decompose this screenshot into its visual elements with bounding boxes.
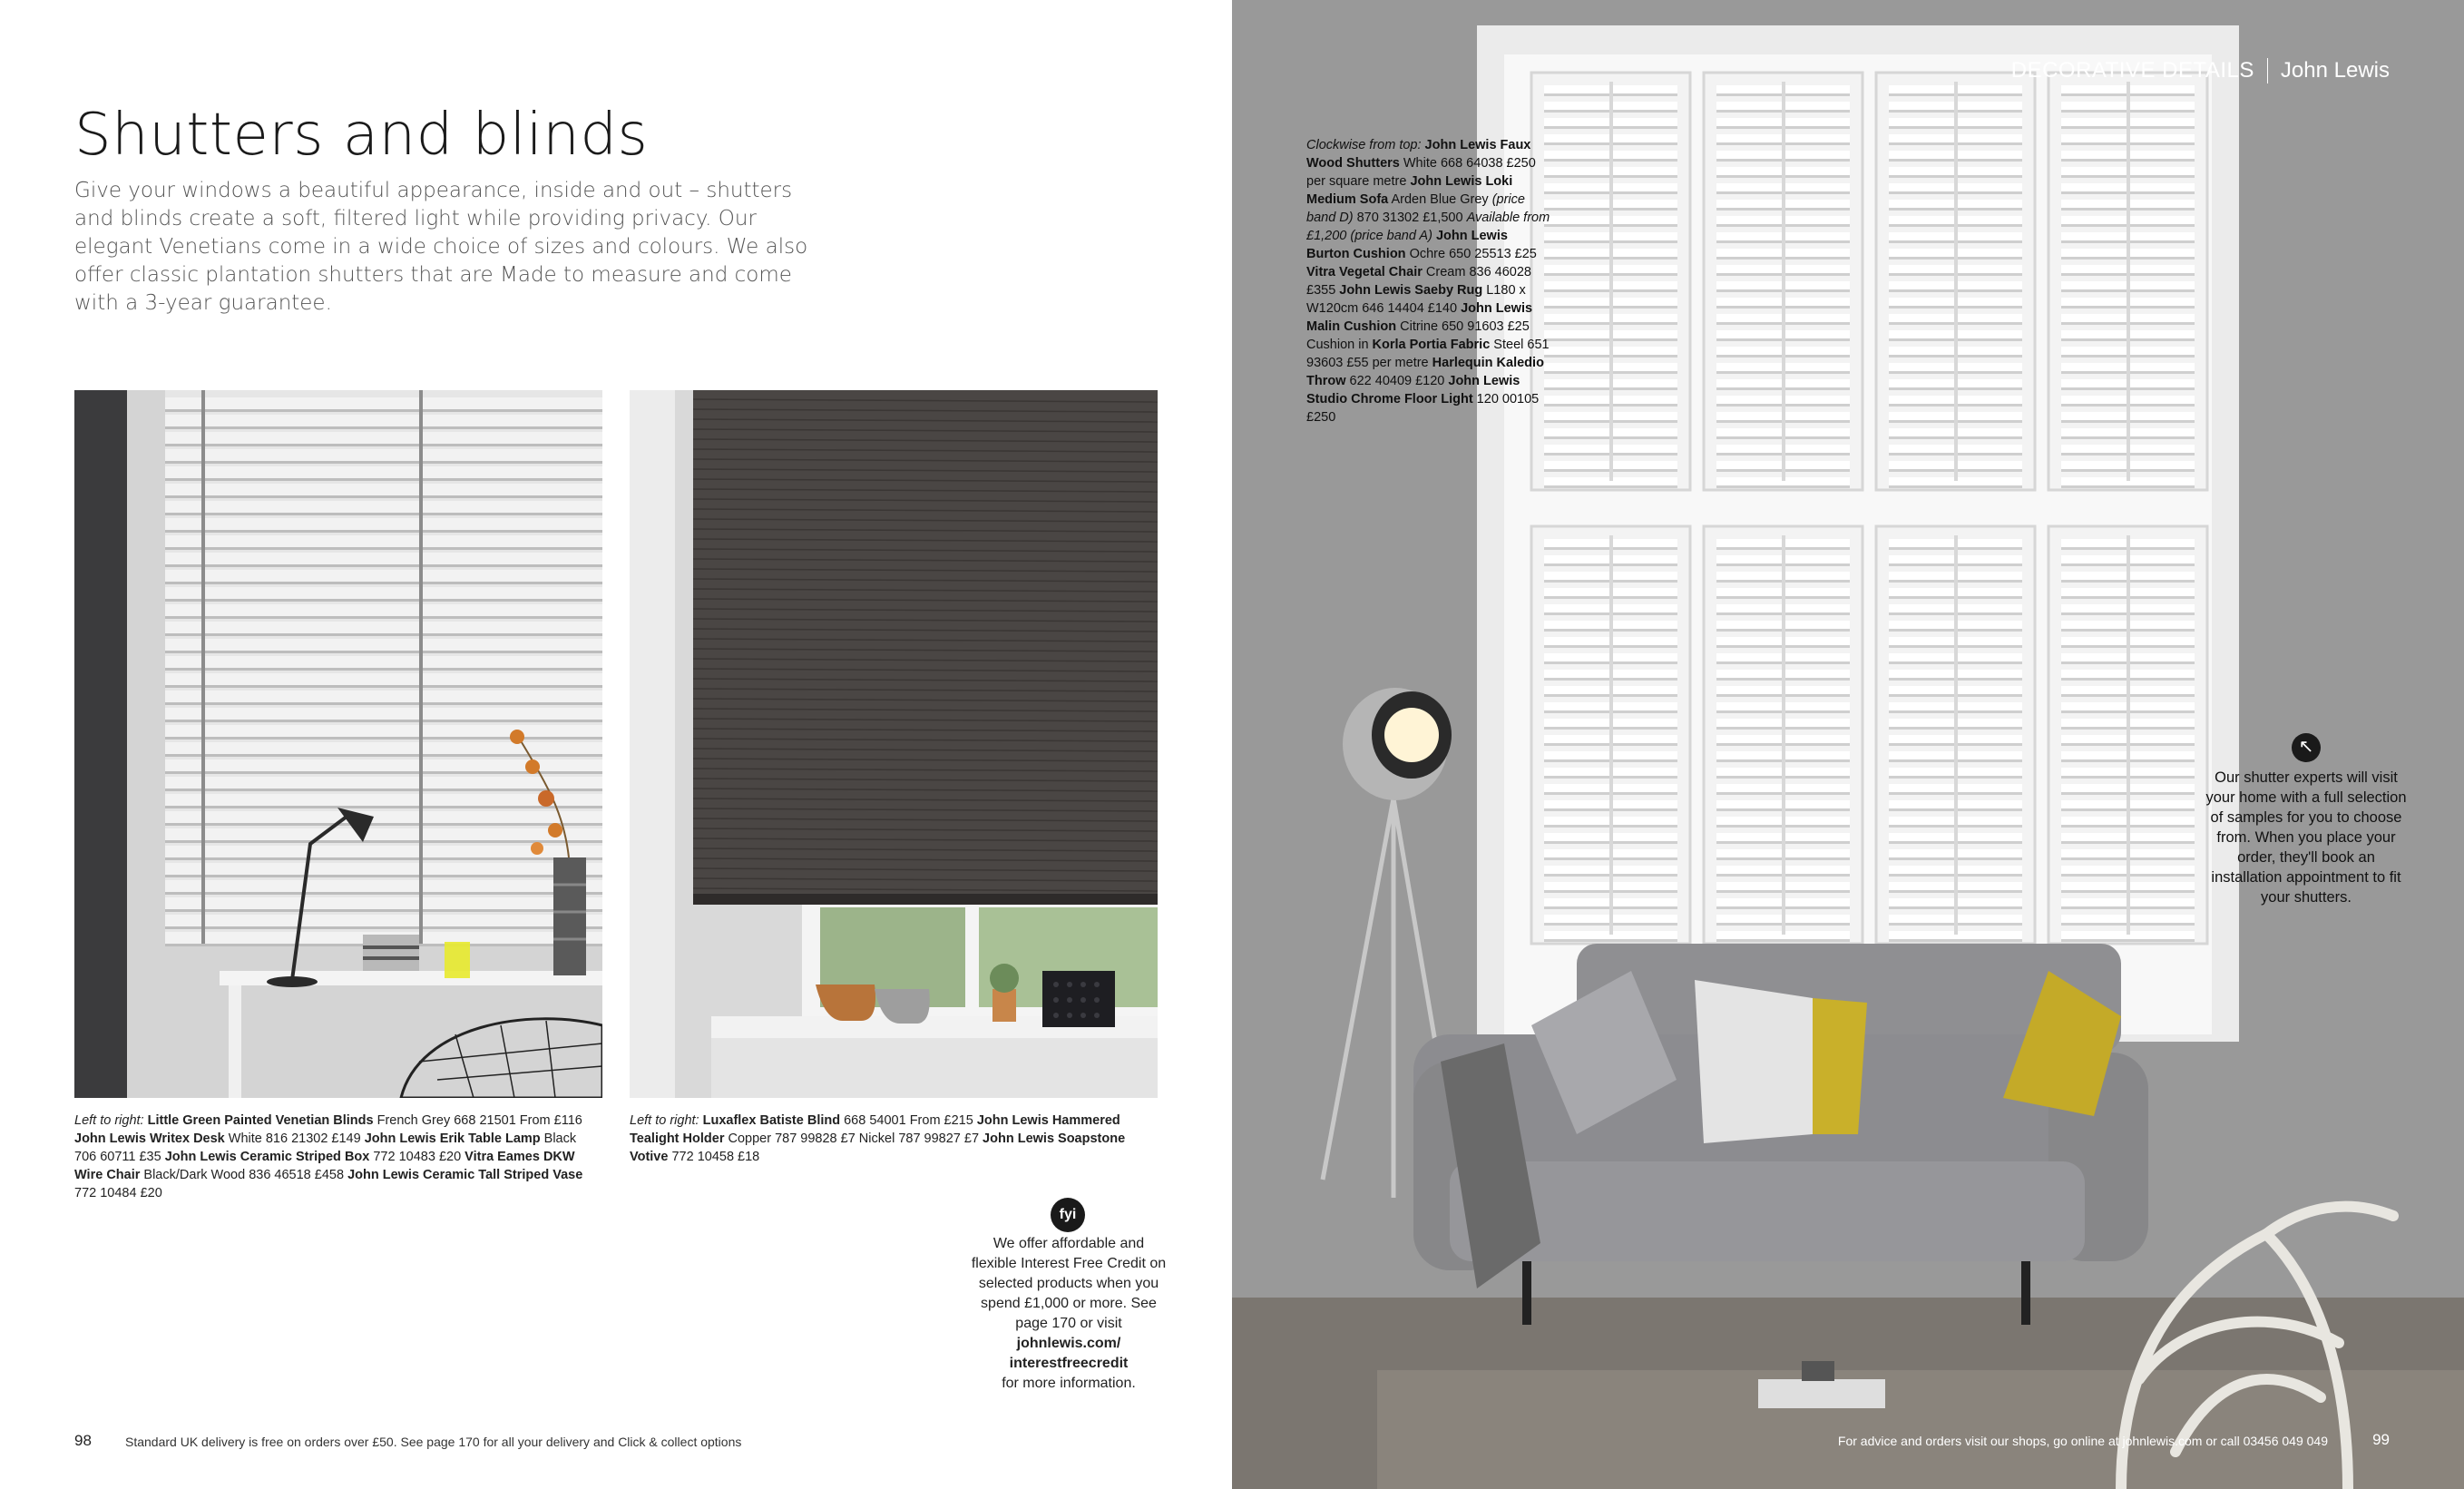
caption-left-run: John Lewis Erik Table Lamp xyxy=(364,1131,541,1146)
caption-left-run: John Lewis Ceramic Tall Striped Vase xyxy=(347,1168,583,1182)
caption-right-run: Clockwise from top: xyxy=(1306,138,1425,152)
fyi-link-domain[interactable]: johnlewis.com/ xyxy=(1016,1336,1121,1351)
caption-left-photo xyxy=(74,1112,601,1202)
venetian-blinds-illustration xyxy=(74,390,602,1098)
caption-right-run: Vitra Vegetal Chair xyxy=(1306,265,1423,279)
caption-left-run: Vitra Eames DKW Wire Chair xyxy=(74,1150,575,1182)
venetian-blinds-photo xyxy=(74,390,602,1098)
brand-logo: John Lewis xyxy=(2280,58,2390,83)
page-number-left: 98 xyxy=(74,1432,92,1449)
caption-left-run: Black/Dark Wood 836 46518 £458 xyxy=(140,1168,348,1182)
caption-right-run: L180 x W120cm 646 14404 £140 xyxy=(1306,283,1526,316)
caption-mid-run: 668 54001 From £215 xyxy=(840,1113,977,1128)
caption-right-run: John Lewis Faux Wood Shutters xyxy=(1306,138,1531,171)
caption-cellular-photo xyxy=(630,1112,1156,1166)
caption-right-run: Steel 651 93603 £55 per metre xyxy=(1306,338,1550,370)
cellular-blind-photo xyxy=(630,390,1158,1098)
shutter-experts-tip: Our shutter experts will visit your home with a full selection of samples for you to choose from. When you place your order, they'll book an installation appointment to fit your shutters. xyxy=(2205,769,2407,906)
caption-left-run: John Lewis Ceramic Striped Box xyxy=(164,1150,370,1164)
fyi-link-path[interactable]: interestfreecredit xyxy=(1009,1356,1129,1371)
cellular-blind-illustration xyxy=(630,390,1158,1098)
fyi-text-end: for more information. xyxy=(1002,1376,1136,1391)
caption-left-run: French Grey 668 21501 From £116 xyxy=(373,1113,582,1128)
footer-delivery-note: Standard UK delivery is free on orders over £50. See page 170 for all your delivery and Click & collect options xyxy=(125,1435,742,1449)
page-title: Shutters and blinds xyxy=(74,102,649,169)
fyi-credit-note xyxy=(969,1234,1168,1394)
caption-right-run: 120 00105 £250 xyxy=(1306,392,1540,425)
caption-left-run: White 816 21302 £149 xyxy=(224,1131,365,1146)
caption-left-run: Little Green Painted Venetian Blinds xyxy=(147,1113,374,1128)
caption-right-run: Ochre 650 25513 £25 xyxy=(1405,247,1537,261)
caption-right-run: Arden Blue Grey xyxy=(1388,192,1492,207)
caption-right-run: Harlequin Kaledio Throw xyxy=(1306,356,1544,388)
caption-right-run: Citrine 650 91603 £25 Cushion in xyxy=(1306,319,1530,352)
fyi-text-body: We offer affordable and flexible Interest Free Credit on selected products when you spend £1,000 or more. See page 170 or visit xyxy=(971,1236,1167,1331)
arrow-up-left-icon: ↖ xyxy=(2292,733,2321,762)
caption-left-run: Left to right: xyxy=(74,1113,148,1128)
intro-paragraph: Give your windows a beautiful appearance, inside and out – shutters and blinds create a soft, filtered light while providing privacy. Our elegant Venetians come in a wide choice of sizes and colours. We also offer classic plantation shutters that are Made to measure and come with a 3-year guarantee. xyxy=(74,179,808,315)
caption-right-run: (price band D) xyxy=(1306,192,1525,225)
caption-mid-run: 772 10458 £18 xyxy=(668,1150,760,1164)
caption-right-run: John Lewis Saeby Rug xyxy=(1339,283,1483,298)
caption-left-run: 772 10483 £20 xyxy=(369,1150,465,1164)
header-divider xyxy=(2267,58,2268,83)
footer-advice-note: For advice and orders visit our shops, go online at johnlewis.com or call 03456 049 049 xyxy=(1837,1434,2328,1448)
right-page xyxy=(1232,0,2464,1489)
caption-left-run: Black 706 60711 £35 xyxy=(74,1131,577,1164)
page-number-right: 99 xyxy=(2372,1431,2390,1448)
caption-right-run: John Lewis Studio Chrome Floor Light xyxy=(1306,374,1520,407)
caption-mid-run: Luxaflex Batiste Blind xyxy=(702,1113,841,1128)
caption-mid-run: Left to right: xyxy=(630,1113,703,1128)
caption-right-run: John Lewis Burton Cushion xyxy=(1306,229,1508,261)
caption-left-run: 772 10484 £20 xyxy=(74,1186,162,1200)
caption-left-run: John Lewis Writex Desk xyxy=(74,1131,225,1146)
caption-living-room xyxy=(1306,136,1551,426)
caption-right-run: 870 31302 £1,500 xyxy=(1353,211,1467,225)
caption-right-run: Korla Portia Fabric xyxy=(1372,338,1491,352)
caption-right-run: John Lewis Malin Cushion xyxy=(1306,301,1533,334)
caption-mid-run: Copper 787 99828 £7 Nickel 787 99827 £7 xyxy=(724,1131,983,1146)
section-header xyxy=(2011,58,2390,83)
caption-mid-run: John Lewis Soapstone Votive xyxy=(630,1131,1126,1164)
caption-mid-run: John Lewis Hammered Tealight Holder xyxy=(630,1113,1120,1146)
caption-right-run: 622 40409 £120 xyxy=(1345,374,1449,388)
fyi-badge-icon: fyi xyxy=(1051,1198,1085,1232)
caption-right-run: John Lewis Loki Medium Sofa xyxy=(1306,174,1513,207)
caption-right-run: White 668 64038 £250 per square metre xyxy=(1306,156,1536,189)
caption-right-run: Cream 836 46028 £355 xyxy=(1306,265,1531,298)
caption-right-run: Available from £1,200 (price band A) xyxy=(1306,211,1550,243)
section-title: DECORATIVE DETAILS xyxy=(2010,58,2254,83)
